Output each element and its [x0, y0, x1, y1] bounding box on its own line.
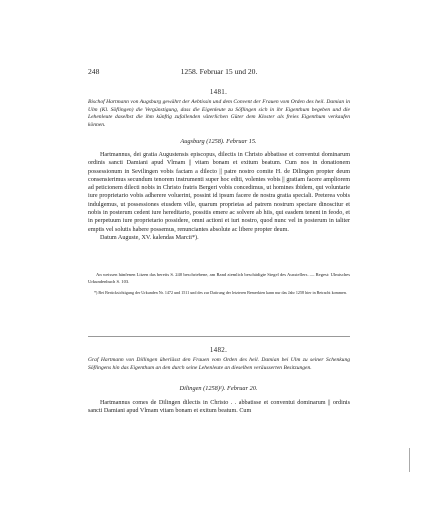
note-text: An weissen hänfenen Litzen das bereits S. 240 beschriebene, am Rand ziemlich beschädigte Siegel des Ausstellers. — Regest: Ulmisches Urkundenbuch S. 103.	[88, 272, 350, 284]
document-number: 1482.	[209, 346, 228, 354]
regest: Graf Hartmann von Dillingen überlässt den Frauen vom Orden des heil. Damian bei Ulm zu seiner Schenkung Söflingens hin das Eigenthum an den durch seine Lehenleute an dieselben veräusserten Besitzungen.	[88, 357, 350, 371]
dateline: Dilingen (1258)¹). Februar 20.	[179, 385, 258, 392]
dateline: Augsburg (1258). Februar 15.	[180, 138, 257, 145]
section-divider	[88, 336, 350, 337]
document-text	[88, 399, 350, 416]
paragraph: Hartmannus comes de Dilingen dilectis in Christo . . abbatisse et conventui dominarum || ordinis sancti Damiani apud Vlmam vitam bonam et exitum beatum. Cum	[88, 400, 350, 415]
paragraph: Hartmannus, dei gratia Augustensis episcopus, dilectis in Christo abbatisse et conventui dominarum ordinis sancti Damiani apud Vlmam || vitam bonam et exitum beatum. Cum nos in donationem possessionum in Sevilingen vobis factam a dilecto || patre nostro comite H. de Dilingen propter deum consensierimus secundum tenorem instrumenti super hoc editi, volentes vobis || gratiam facere ampliorem ad peticionem dilecti nobis in Christo fratris Bergeri vobis concedimus, ut homines ibidem, qui voluntarie iure proprietario vobis adherere voluerint, possint id ipsum facere de nostra gratia speciali. Preterea vobis indulgemus, ut possessiones eiusdem ville, quarum proprietas ad patrem nostrum spectare dinoscitur et nobis in posterum cedent iure hereditario, possitis emere ac solvere ab hiis, qui easdem tenent in feodo, et in perpetuum iure proprietario possidere, omni actioni et iuri nostro, quod nunc vel in posterum in taliter emptis vel solutis habere possemus, renunciantes absolute ac libere propter deum.	[88, 152, 350, 233]
footnote-text: *) Bei Berücksichtigung der Urkunden Nr. 1472 und 1511 und des zur Datirung der letzteren Bemerkten kann nur das Jahr 1258 hier in Betracht kommen.	[94, 290, 347, 295]
paragraph: Datum Auguste, XV. kalendas Marcii*).	[100, 234, 199, 241]
seal-note	[88, 272, 350, 285]
running-title: 1258. Februar 15 und 20.	[180, 67, 258, 76]
scan-edge-mark	[409, 448, 410, 472]
page-number: 248	[88, 67, 100, 76]
footnote	[88, 290, 350, 296]
document-number: 1481.	[209, 88, 228, 96]
regest: Bischof Hartmann von Augsburg gewährt der Aebtissin und dem Convent der Frauen vom Orden des heil. Damian in Ulm (Kl. Söflingen) die Vergünstigung, dass die Eigenleute zu Söflingen sich in ihr Eigenthum begeben und die Lehenleute daselbst die ihm künftig zufallenden väterlichen Güter dem Kloster als freies Eigenthum verkaufen können.	[88, 99, 350, 128]
document-text	[88, 151, 350, 242]
